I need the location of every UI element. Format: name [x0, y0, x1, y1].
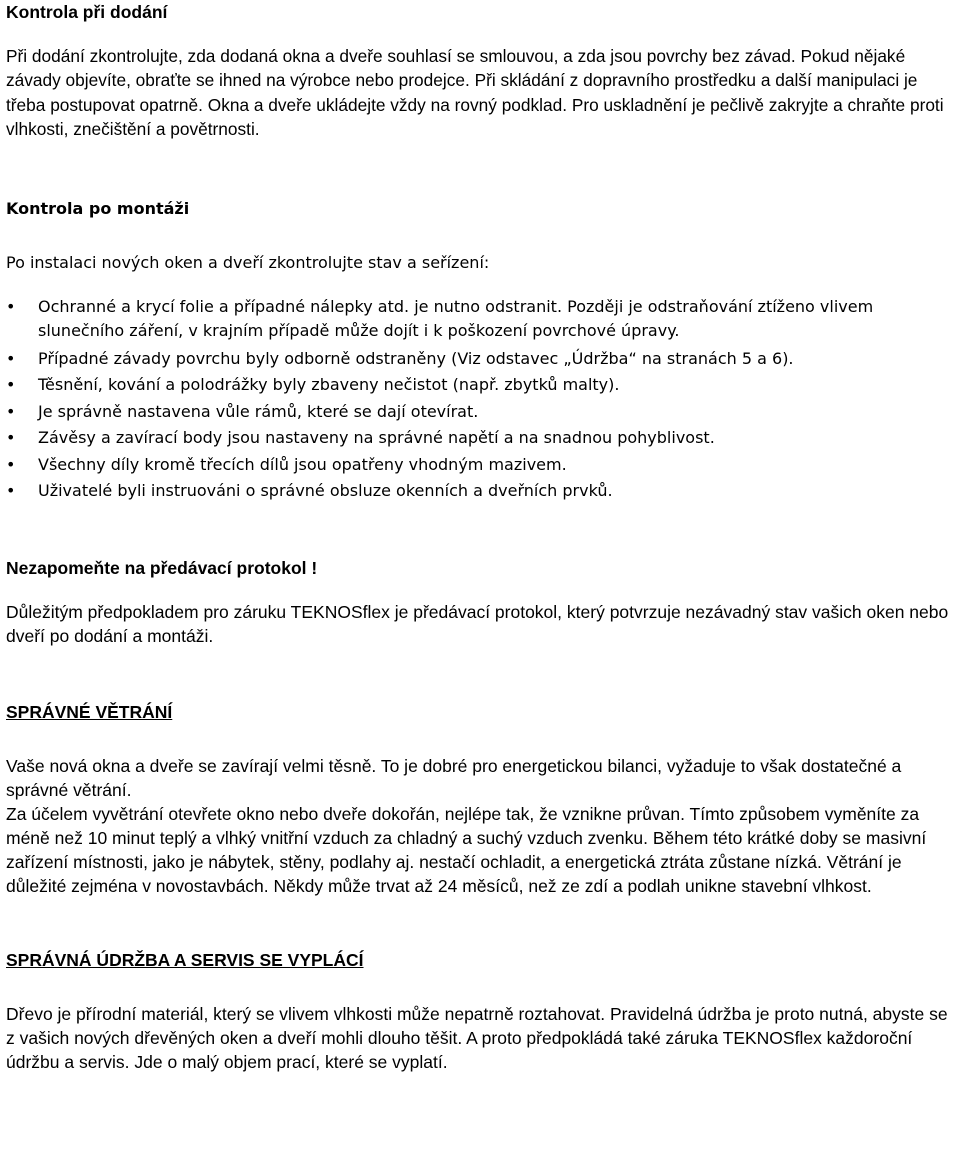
after-installation-intro: Po instalaci nových oken a dveří zkontrolujte stav a seřízení: — [6, 252, 490, 272]
heading-protocol: Nezapomeňte na předávací protokol ! — [6, 557, 318, 578]
list-item: • Závěsy a zavírací body jsou nastaveny na správné napětí a na snadnou pohyblivost. — [6, 426, 956, 451]
heading-after-installation: Kontrola po montáži — [6, 198, 190, 218]
ventilation-paragraph-1: Vaše nová okna a dveře se zavírají velmi těsně. To je dobré pro energetickou bilanci, vyžaduje to však dostatečné a správné větrání. — [6, 755, 902, 800]
maintenance-text: Dřevo je přírodní materiál, který se vlivem vlhkosti může nepatrně roztahovat. Pravidelná údržba je proto nutná, abyste se z vašich nových dřevěných oken a dveří mohli dlouho těšit. A proto předpokládá také záruka TEKNOSflex každoroční údržbu a servis. Jde o malý objem prací, které se vyplatí. — [6, 1003, 948, 1072]
list-item: • Uživatelé byli instruováni o správné obsluze okenních a dveřních prvků. — [6, 479, 956, 504]
list-item: • Ochranné a krycí folie a případné nálepky atd. je nutno odstranit. Později je odstraňování ztíženo vlivem slunečního záření, v krajním případě může dojít i k poškození povrchové úpravy. — [6, 295, 956, 344]
list-item: • Všechny díly kromě třecích dílů jsou opatřeny vhodným mazivem. — [6, 453, 956, 478]
after-installation-list — [6, 295, 956, 504]
document-page — [6, 0, 956, 1074]
list-item: • Je správně nastavena vůle rámů, které se dají otevírat. — [6, 400, 956, 425]
list-item: • Případné závady povrchu byly odborně odstraněny (Viz odstavec „Údržba“ na stranách 5 a 6). — [6, 347, 956, 372]
ventilation-paragraph-2: Za účelem vyvětrání otevřete okno nebo dveře dokořán, nejlépe tak, že vznikne průvan. Tímto způsobem vyměníte za méně než 10 minut teplý a vlhký vnitřní vzduch za chladný a suchý vzduch zvenku. Během této krátké doby se masivní zařízení místnosti, jako je nábytek, stěny, podlahy aj. nestačí ochladit, a energetická ztráta zůstane nízká. Větrání je důležité zejména v novostavbách. Někdy může trvat až 24 měsíců, než ze zdí a podlah unikne stavební vlhkost. — [6, 803, 927, 896]
protocol-text: Důležitým předpokladem pro záruku TEKNOSflex je předávací protokol, který potvrzuje nezávadný stav vašich oken nebo dveří po dodání a montáži. — [6, 601, 949, 646]
heading-ventilation: SPRÁVNÉ VĚTRÁNÍ — [6, 701, 173, 722]
heading-delivery-check: Kontrola při dodání — [6, 2, 168, 22]
delivery-check-text: Při dodání zkontrolujte, zda dodaná okna a dveře souhlasí se smlouvou, a zda jsou povrchy bez závad. Pokud nějaké závady objevíte, obraťte se ihned na výrobce nebo prodejce. Při skládání z dopravního prostředku a další manipulaci je třeba postupovat opatrně. Okna a dveře ukládejte vždy na rovný podklad. Pro uskladnění je pečlivě zakryjte a chraňte proti vlhkosti, znečištění a povětrnosti. — [6, 46, 944, 140]
list-item: • Těsnění, kování a polodrážky byly zbaveny nečistot (např. zbytků malty). — [6, 373, 956, 398]
heading-maintenance: SPRÁVNÁ ÚDRŽBA A SERVIS SE VYPLÁCÍ — [6, 949, 364, 970]
